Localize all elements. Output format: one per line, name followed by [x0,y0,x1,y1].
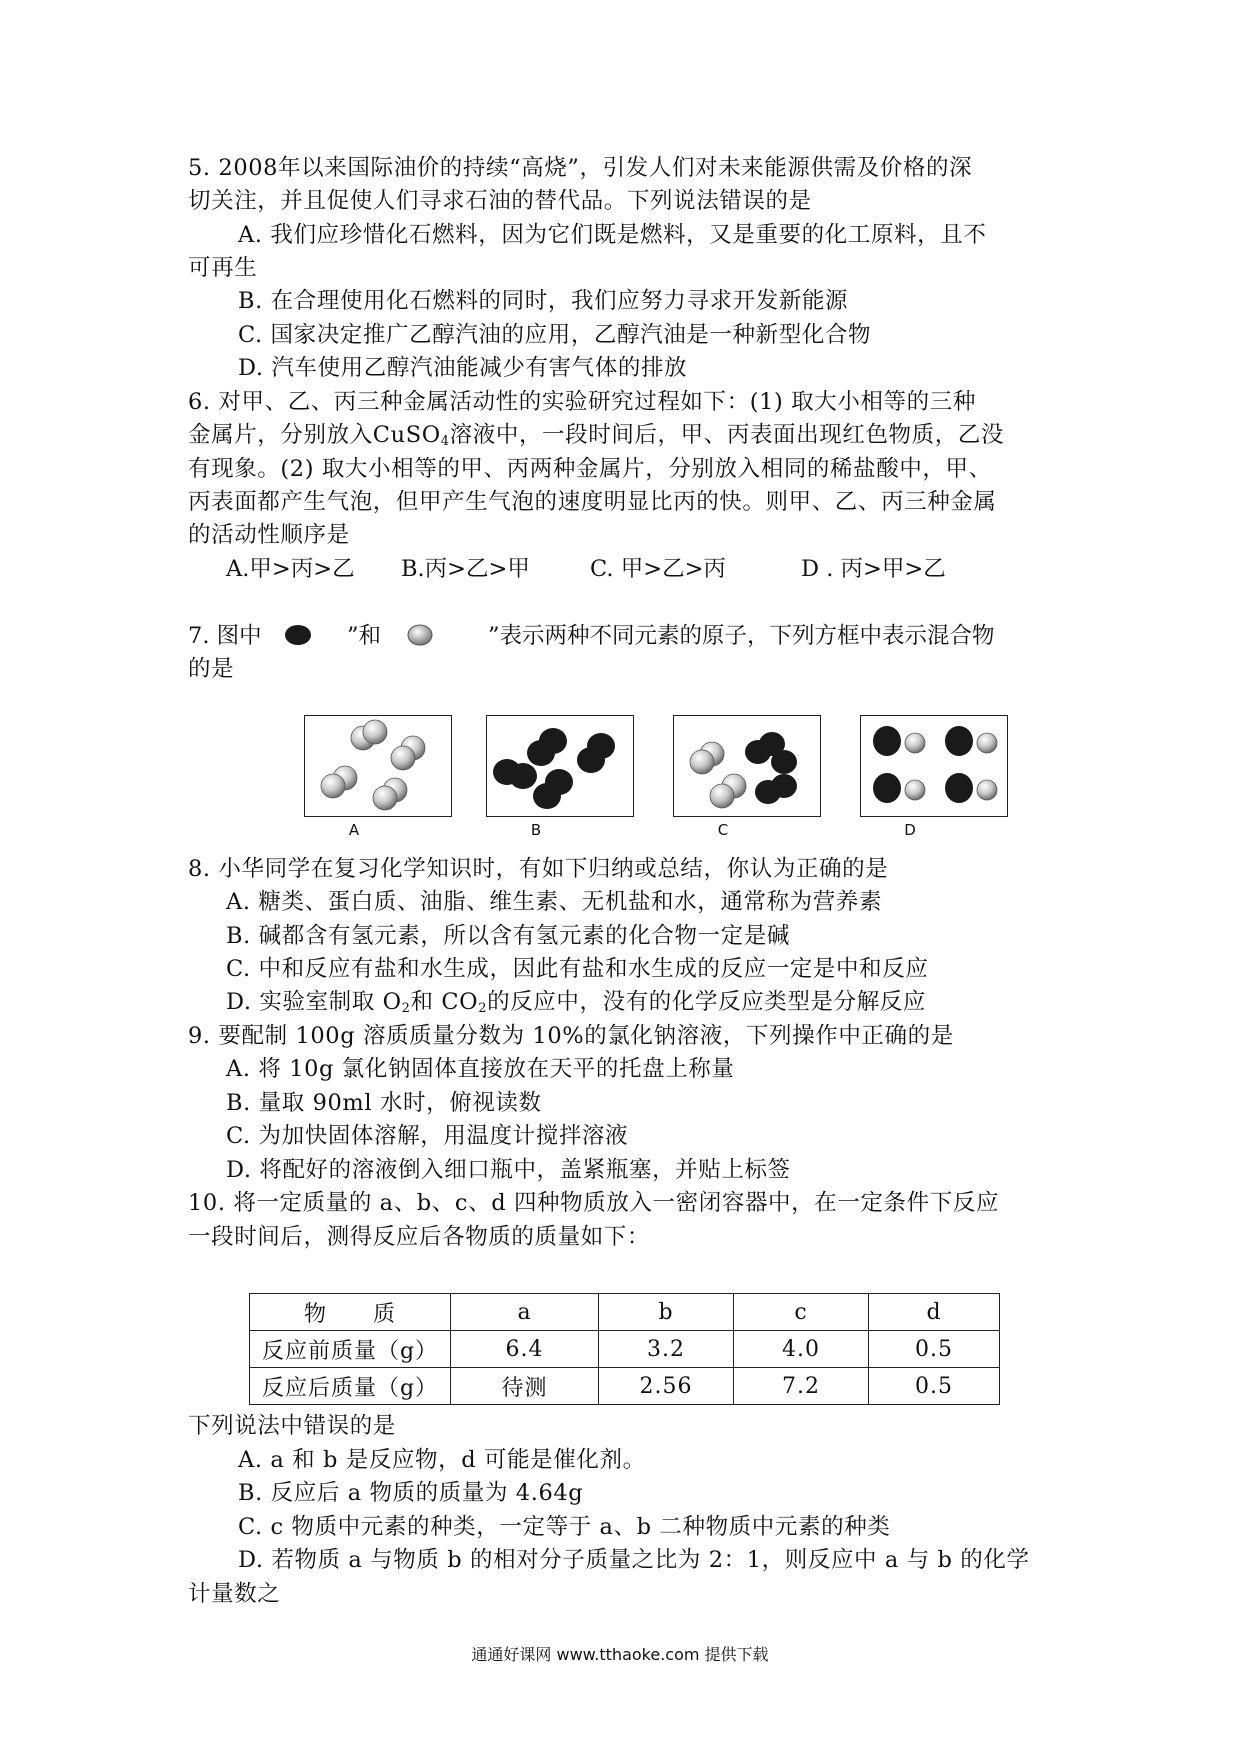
table-header-row [250,1294,1000,1331]
q7-stem-line2: 的是 [188,656,235,682]
q9-option-a: A. 将 10g 氯化钠固体直接放在天平的托盘上称量 [226,1056,735,1082]
q9-option-c: C. 为加快固体溶解，用温度计搅拌溶液 [226,1123,629,1149]
light-atom-legend [406,624,436,648]
q7-label-a: A [348,821,360,839]
q5-option-a: A. 我们应珍惜化石燃料，因为它们既是燃料，又是重要的化工原料，且不 [238,222,987,248]
table-header-cell: c [734,1294,869,1331]
q7-text-post: ”表示两种不同元素的原子，下列方框中表示混合物 [488,623,995,649]
table-cell: 2.56 [599,1368,734,1405]
q9-stem: 9. 要配制 100g 溶质质量分数为 10%的氯化钠溶液，下列操作中正确的是 [188,1023,954,1049]
page-footer: 通通好课网 www.tthaoke.com 提供下载 [471,1645,769,1664]
q7-label-d: D [904,821,916,839]
table-cell: 4.0 [734,1331,869,1368]
q6-option-a: A.甲>丙>乙 [226,556,355,582]
table-header-cell: d [869,1294,1000,1331]
q10-option-b: B. 反应后 a 物质的质量为 4.64g [238,1480,584,1506]
q9-option-d: D. 将配好的溶液倒入细口瓶中，盖紧瓶塞，并贴上标签 [226,1157,791,1183]
q6-stem-line5: 的活动性顺序是 [188,522,350,548]
table-header-cell: a [451,1294,599,1331]
table-cell: 反应后质量（g） [250,1368,451,1405]
q8-option-a: A. 糖类、蛋白质、油脂、维生素、无机盐和水，通常称为营养素 [226,889,883,915]
q7-text-pre: 7. 图中 [188,623,262,649]
q5-option-d: D. 汽车使用乙醇汽油能减少有害气体的排放 [238,355,688,381]
q8-stem: 8. 小华同学在复习化学知识时，有如下归纳或总结，你认为正确的是 [188,856,889,882]
q5-option-c: C. 国家决定推广乙醇汽油的应用，乙醇汽油是一种新型化合物 [238,322,872,348]
q10-mass-table [249,1293,1000,1405]
q6-options [226,553,986,586]
table-cell: 反应前质量（g） [250,1331,451,1368]
q9-option-b: B. 量取 90ml 水时，俯视读数 [226,1090,542,1116]
q10-option-d-cont: 计量数之 [188,1581,281,1607]
q5-option-b: B. 在合理使用化石燃料的同时，我们应努力寻求开发新能源 [238,288,849,314]
q7-stem-line1 [188,620,1068,653]
dark-atom-legend [283,624,313,648]
q6-option-b: B.丙>乙>甲 [401,556,530,582]
q7-label-b: B [530,821,542,839]
q6-stem-line2: 金属片，分别放入CuSO$_4$溶液中，一段时间后，甲、丙表面出现红色物质，乙没 [188,422,1005,449]
q10-stem-line2: 一段时间后，测得反应后各物质的质量如下： [188,1224,651,1250]
q7-box-d [860,715,1008,817]
q6-stem-line3: 有现象。(2) 取大小相等的甲、丙两种金属片，分别放入相同的稀盐酸中，甲、 [188,456,992,482]
table-row [250,1331,1000,1368]
table-row [250,1368,1000,1405]
table-cell: 3.2 [599,1331,734,1368]
table-header-cell: 物 质 [250,1294,451,1331]
q10-prompt: 下列说法中错误的是 [188,1413,396,1439]
q7-box-b [486,715,634,817]
q5-stem-line2: 切关注，并且促使人们寻求石油的替代品。下列说法错误的是 [188,188,812,214]
table-cell: 0.5 [869,1331,1000,1368]
q6-option-d: D . 丙>甲>乙 [801,556,946,582]
q6-option-c: C. 甲>乙>丙 [590,556,726,582]
q7-box-a [304,715,452,817]
q6-stem-line1: 6. 对甲、乙、丙三种金属活动性的实验研究过程如下：(1) 取大小相等的三种 [188,389,976,415]
q7-label-c: C [717,821,729,839]
q5-stem-line1: 5. 2008年以来国际油价的持续“高烧”，引发人们对未来能源供需及价格的深 [188,155,973,181]
q10-option-c: C. c 物质中元素的种类，一定等于 a、b 二种物质中元素的种类 [238,1514,891,1540]
table-cell: 0.5 [869,1368,1000,1405]
q7-box-c [673,715,821,817]
table-cell: 6.4 [451,1331,599,1368]
q10-stem-line1: 10. 将一定质量的 a、b、c、d 四种物质放入一密闭容器中，在一定条件下反应 [188,1190,1000,1216]
table-header-cell: b [599,1294,734,1331]
q6-stem-line4: 丙表面都产生气泡，但甲产生气泡的速度明显比丙的快。则甲、乙、丙三种金属 [188,489,997,515]
q7-diagram-boxes [0,715,1240,845]
q8-option-c: C. 中和反应有盐和水生成，因此有盐和水生成的反应一定是中和反应 [226,956,929,982]
table-cell: 待测 [451,1368,599,1405]
q5-option-a-cont: 可再生 [188,255,258,281]
q8-option-b: B. 碱都含有氢元素，所以含有氢元素的化合物一定是碱 [226,923,790,949]
q8-option-d: D. 实验室制取 $O_2$和 $CO_2$的反应中，没有的化学反应类型是分解反应 [226,989,927,1016]
table-cell: 7.2 [734,1368,869,1405]
q10-option-a: A. a 和 b 是反应物，d 可能是催化剂。 [238,1447,646,1473]
q10-option-d: D. 若物质 a 与物质 b 的相对分子质量之比为 2：1，则反应中 a 与 b 的化学 [238,1547,1030,1573]
q7-text-mid: ”和 [347,623,382,649]
